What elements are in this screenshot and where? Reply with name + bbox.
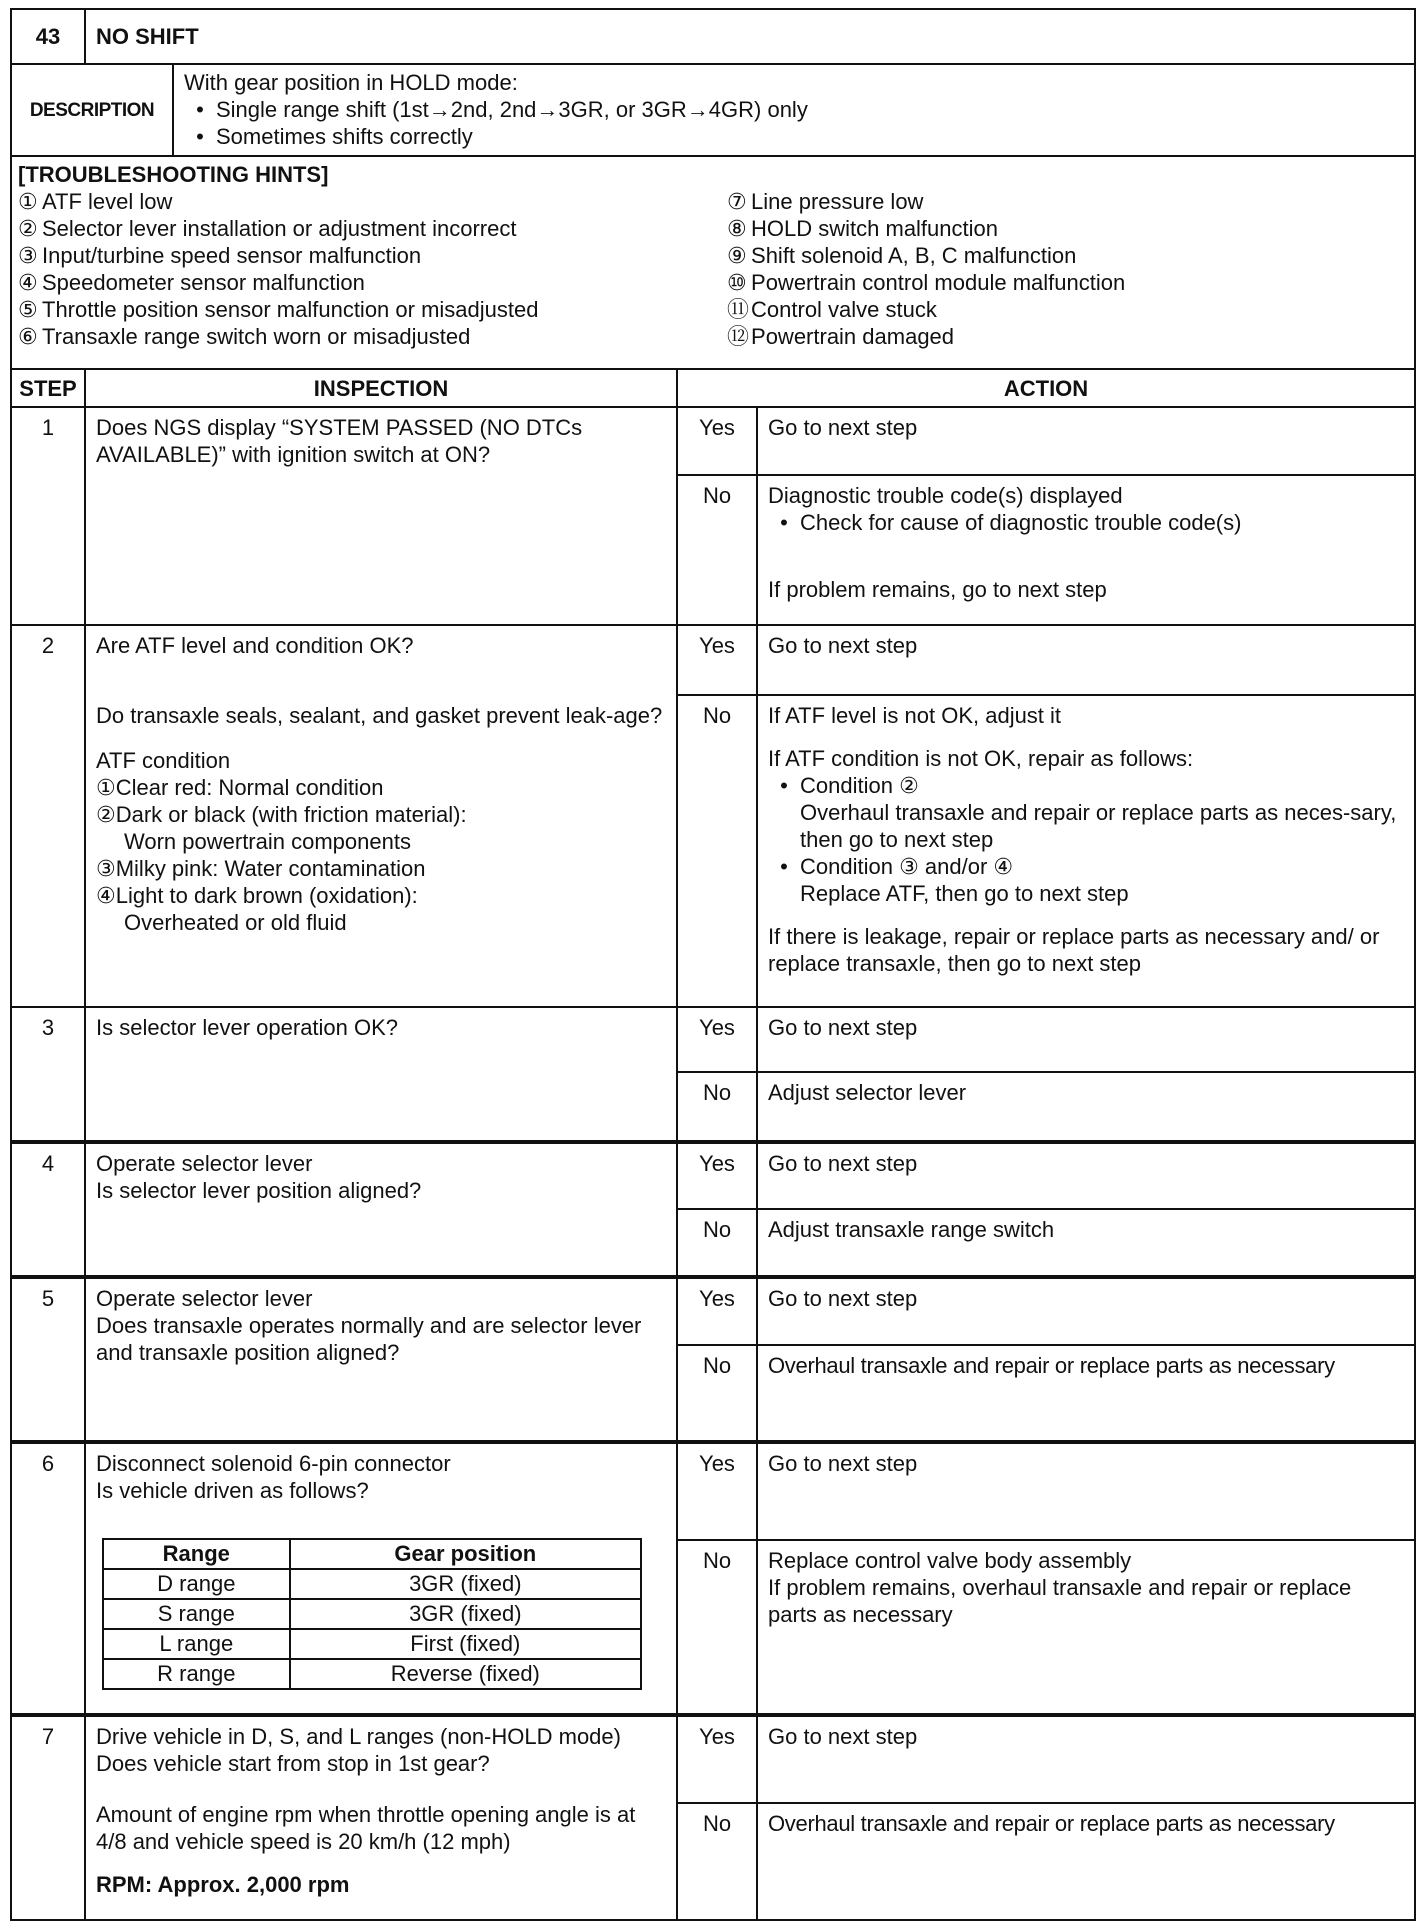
hint-item: ⑧ HOLD switch malfunction <box>727 216 998 241</box>
no-label: No <box>677 1540 757 1715</box>
hint-item: ⑩ Powertrain control module malfunction <box>727 270 1126 295</box>
hint-item: ⑥ Transaxle range switch worn or misadjusted <box>18 324 471 349</box>
yes-label: Yes <box>677 1007 757 1072</box>
procedure-number: 43 <box>11 9 85 64</box>
step-inspection: Operate selector lever Is selector lever position aligned? <box>85 1142 677 1277</box>
hint-item: ⑨ Shift solenoid A, B, C malfunction <box>727 243 1077 268</box>
step-inspection: Is selector lever operation OK? <box>85 1007 677 1142</box>
yes-action: Go to next step <box>757 407 1415 475</box>
description-intro: With gear position in HOLD mode: <box>184 70 518 95</box>
action-column-header: ACTION <box>677 369 1415 407</box>
no-action: If ATF level is not OK, adjust it If ATF condition is not OK, repair as follows: • Condition ② Overhaul transaxle and repair or replace parts as neces-sary, then go to next step • Condition ③ and/or ④ Replace ATF, then go to next step If there is leakage, repair or replace parts as necessary and/ or replace transaxle, then go to next step <box>757 695 1415 1007</box>
troubleshooting-page <box>10 8 1414 1910</box>
no-action: Diagnostic trouble code(s) displayed • Check for cause of diagnostic trouble code(s) If problem remains, go to next step <box>757 475 1415 625</box>
yes-label: Yes <box>677 1442 757 1540</box>
no-action: Replace control valve body assembly If problem remains, overhaul transaxle and repair or replace parts as necessary <box>757 1540 1415 1715</box>
step-column-header: STEP <box>11 369 85 407</box>
no-label: No <box>677 1803 757 1920</box>
yes-label: Yes <box>677 407 757 475</box>
step-number: 2 <box>11 625 85 1007</box>
description-bullet-text: Single range shift (1st→2nd, 2nd→3GR, or 3GR→4GR) only <box>216 97 808 122</box>
range-header: Range <box>103 1539 290 1569</box>
no-label: No <box>677 1345 757 1442</box>
step-inspection: Drive vehicle in D, S, and L ranges (non-HOLD mode) Does vehicle start from stop in 1st gear? Amount of engine rpm when throttle opening angle is at 4/8 and vehicle speed is 20 km/h (12 mph) RPM: Approx. 2,000 rpm <box>85 1715 677 1920</box>
table-row: R range Reverse (fixed) <box>103 1659 641 1689</box>
step-number: 5 <box>11 1277 85 1442</box>
step-inspection: Disconnect solenoid 6-pin connector Is vehicle driven as follows? Range Gear position D range 3GR (fixed) S range 3GR (fixed) L range First (fixed) R range Reverse (fixed) <box>85 1442 677 1715</box>
no-label: No <box>677 1209 757 1277</box>
hint-item: ④ Speedometer sensor malfunction <box>18 270 365 295</box>
description-bullet-text: Sometimes shifts correctly <box>216 124 473 149</box>
yes-action: Go to next step <box>757 1007 1415 1072</box>
hint-item: ② Selector lever installation or adjustment incorrect <box>18 216 517 241</box>
no-action: Overhaul transaxle and repair or replace parts as necessary <box>757 1803 1415 1920</box>
troubleshooting-hints <box>11 156 1415 369</box>
description-body <box>173 64 1415 156</box>
step-number: 1 <box>11 407 85 625</box>
no-label: No <box>677 475 757 625</box>
range-gear-table <box>102 1538 642 1690</box>
hint-item: ⑦ Line pressure low <box>727 189 924 214</box>
table-row: D range 3GR (fixed) <box>103 1569 641 1599</box>
hint-item: ⑫ Powertrain damaged <box>727 324 955 349</box>
no-action: Adjust selector lever <box>757 1072 1415 1142</box>
yes-action: Go to next step <box>757 1715 1415 1803</box>
step-number: 3 <box>11 1007 85 1142</box>
no-label: No <box>677 1072 757 1142</box>
table-row: S range 3GR (fixed) <box>103 1599 641 1629</box>
yes-action: Go to next step <box>757 1142 1415 1209</box>
no-label: No <box>677 695 757 1007</box>
hint-item: ⑤ Throttle position sensor malfunction or misadjusted <box>18 297 539 322</box>
troubleshooting-table <box>10 8 1416 1921</box>
description-bullet: • Sometimes shifts correctly <box>196 124 473 149</box>
step-number: 4 <box>11 1142 85 1277</box>
description-bullet: • Single range shift (1st→2nd, 2nd→3GR, or 3GR→4GR) only <box>196 97 808 122</box>
yes-label: Yes <box>677 625 757 695</box>
hints-right-column <box>699 188 1408 350</box>
rpm-spec: RPM: Approx. 2,000 rpm <box>96 1872 350 1897</box>
yes-action: Go to next step <box>757 1277 1415 1345</box>
inspection-column-header: INSPECTION <box>85 369 677 407</box>
description-label: DESCRIPTION <box>11 64 173 156</box>
step-number: 7 <box>11 1715 85 1920</box>
yes-label: Yes <box>677 1142 757 1209</box>
yes-action: Go to next step <box>757 625 1415 695</box>
table-row: L range First (fixed) <box>103 1629 641 1659</box>
step-inspection: Does NGS display “SYSTEM PASSED (NO DTCs AVAILABLE)” with ignition switch at ON? <box>85 407 677 625</box>
hint-item: ③ Input/turbine speed sensor malfunction <box>18 243 422 268</box>
gear-position-header: Gear position <box>290 1539 641 1569</box>
step-inspection: Are ATF level and condition OK? Do transaxle seals, sealant, and gasket prevent leak-age? ATF condition ①Clear red: Normal condition ②Dark or black (with friction material): Worn powertrain components ③Milky pink: Water contamination ④Light to dark brown (oxidation): Overheated or old fluid <box>85 625 677 1007</box>
step-number: 6 <box>11 1442 85 1715</box>
no-action: Adjust transaxle range switch <box>757 1209 1415 1277</box>
hints-left-column <box>18 188 699 350</box>
hint-item: ① ATF level low <box>18 189 173 214</box>
procedure-title: NO SHIFT <box>85 9 1415 64</box>
hint-item: ⑪ Control valve stuck <box>727 297 937 322</box>
yes-action: Go to next step <box>757 1442 1415 1540</box>
no-action: Overhaul transaxle and repair or replace parts as necessary <box>757 1345 1415 1442</box>
yes-label: Yes <box>677 1715 757 1803</box>
hints-title: [TROUBLESHOOTING HINTS] <box>18 162 329 187</box>
yes-label: Yes <box>677 1277 757 1345</box>
step-inspection: Operate selector lever Does transaxle operates normally and are selector lever and transaxle position aligned? <box>85 1277 677 1442</box>
